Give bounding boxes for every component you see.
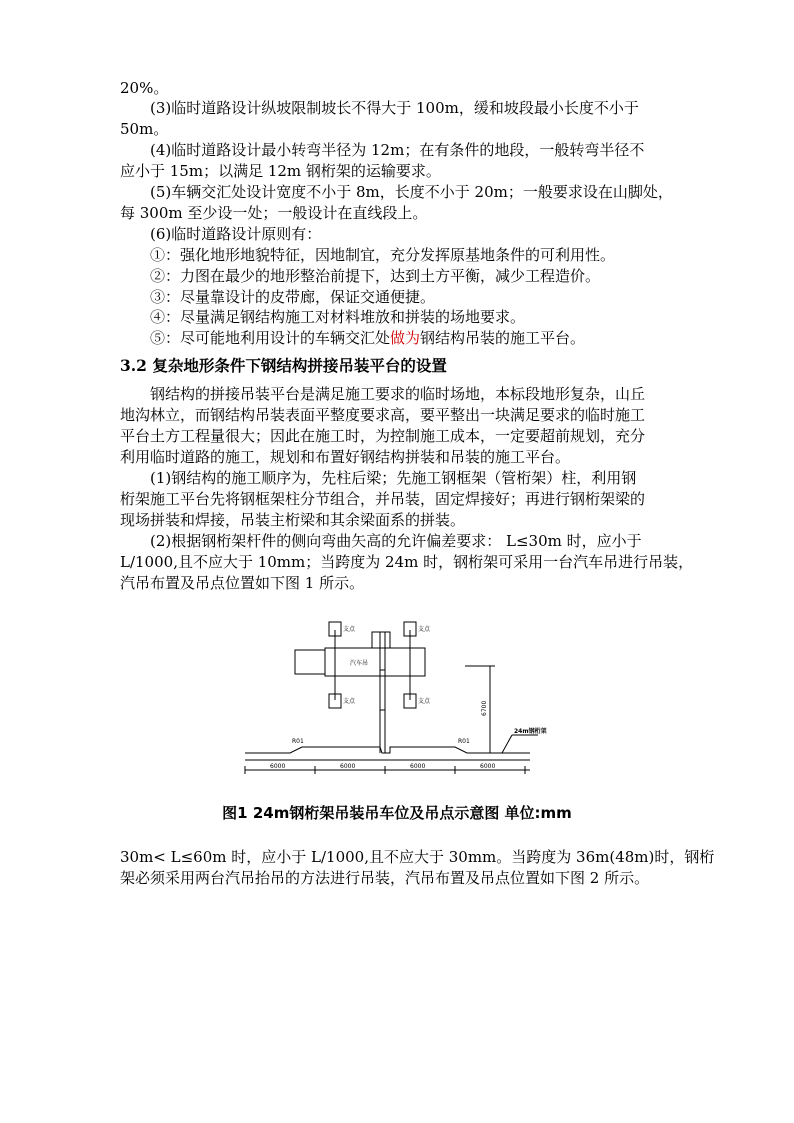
pad-label: 支点 [343, 698, 356, 705]
text-line: 架必须采用两台汽吊抬吊的方法进行吊装，汽吊布置及吊点位置如下图 2 所示。 [120, 869, 650, 887]
slope-label: R01 [458, 738, 470, 745]
list-item: ②：力图在最少的地形整治前提下，达到土方平衡，减少工程造价。 [150, 267, 601, 285]
text-line: (4)临时道路设计最小转弯半径为 12m；在有条件的地段，一般转弯半径不 [150, 141, 645, 159]
dimension-label: 6000 [480, 763, 496, 770]
text-line: L/1000,且不应大于 10mm；当跨度为 24m 时，钢桁架可采用一台汽车吊进行吊装， [120, 553, 694, 571]
pad-label: 支点 [343, 626, 356, 633]
text-line: (2)根据钢桁架杆件的侧向弯曲矢高的允许偏差要求： L≤30m 时，应小于 [150, 532, 642, 550]
dimension-label: 6000 [410, 763, 426, 770]
text-line: 汽吊布置及吊点位置如下图 1 所示。 [120, 574, 365, 592]
list-item: ③：尽量靠设计的皮带廊，保证交通便捷。 [150, 288, 436, 306]
dimension-label: 6000 [270, 763, 286, 770]
text-line: 应小于 15m；以满足 12m 钢桁架的运输要求。 [120, 162, 441, 180]
text-line: (1)钢结构的施工顺序为，先柱后梁；先施工钢框架（管桁架）柱，利用钢 [150, 469, 637, 487]
text-line: 50m。 [120, 120, 169, 138]
terrain-profile [245, 747, 530, 753]
crane-boom-head [372, 632, 390, 648]
text-line: (6)临时道路设计原则有： [150, 225, 322, 243]
height-dimension: 6700 [481, 700, 488, 716]
text-line: 现场拼装和焊接，吊装主桁梁和其余梁面系的拼装。 [120, 511, 466, 529]
list-item: ④：尽量满足钢结构施工对材料堆放和拼装的场地要求。 [150, 308, 526, 326]
text-line: 利用临时道路的施工，规划和布置好钢结构拼装和吊装的施工平台。 [120, 448, 571, 466]
slope-label: R01 [292, 738, 304, 745]
pad-label: 支点 [418, 698, 431, 705]
figure-caption: 图1 24m钢桁架吊装吊车位及吊点示意图 单位:mm [222, 804, 572, 822]
text-line: 地沟林立，而钢结构吊装表面平整度要求高，要平整出一块满足要求的临时施工 [120, 406, 646, 424]
crane-cab [295, 650, 325, 674]
dimension-label: 6000 [340, 763, 356, 770]
pad-label: 支点 [418, 626, 431, 633]
text-line: (5)车辆交汇处设计宽度不小于 8m，长度不小于 20m；一般要求设在山脚处， [150, 183, 673, 201]
text-line: 平台土方工程量很大；因此在施工时，为控制施工成本，一定要超前规划，充分 [120, 427, 646, 445]
crane-layout-figure [240, 610, 547, 790]
text-line: 桁架施工平台先将钢框架柱分节组合，并吊装，固定焊接好；再进行钢桁架梁的 [120, 490, 646, 508]
text-segment: ⑤：尽可能地利用设计的车辆交汇处 [150, 329, 391, 347]
section-heading: 3.2 复杂地形条件下钢结构拼接吊装平台的设置 [120, 356, 447, 375]
text-line: 20%。 [120, 79, 169, 97]
text-segment: 钢结构吊装的施工平台。 [420, 329, 586, 347]
highlighted-text: 做为 [390, 329, 421, 347]
text-line: (3)临时道路设计纵坡限制坡长不得大于 100m，缓和坡段最小长度不小于 [150, 99, 639, 117]
text-line: 每 300m 至少设一处；一般设计在直线段上。 [120, 204, 428, 222]
list-item [150, 328, 585, 348]
crane-label: 汽车吊 [350, 660, 369, 667]
truss-label: 24m钢桁架 [514, 728, 547, 735]
text-line: 钢结构的拼接吊装平台是满足施工要求的临时场地，本标段地形复杂，山丘 [150, 385, 646, 403]
text-line: 30m< L≤60m 时，应小于 L/1000,且不应大于 30mm。当跨度为 36m(48m)时，钢桁 [120, 848, 715, 866]
list-item: ①：强化地形地貌特征，因地制宜，充分发挥原基地条件的可利用性。 [150, 246, 616, 264]
